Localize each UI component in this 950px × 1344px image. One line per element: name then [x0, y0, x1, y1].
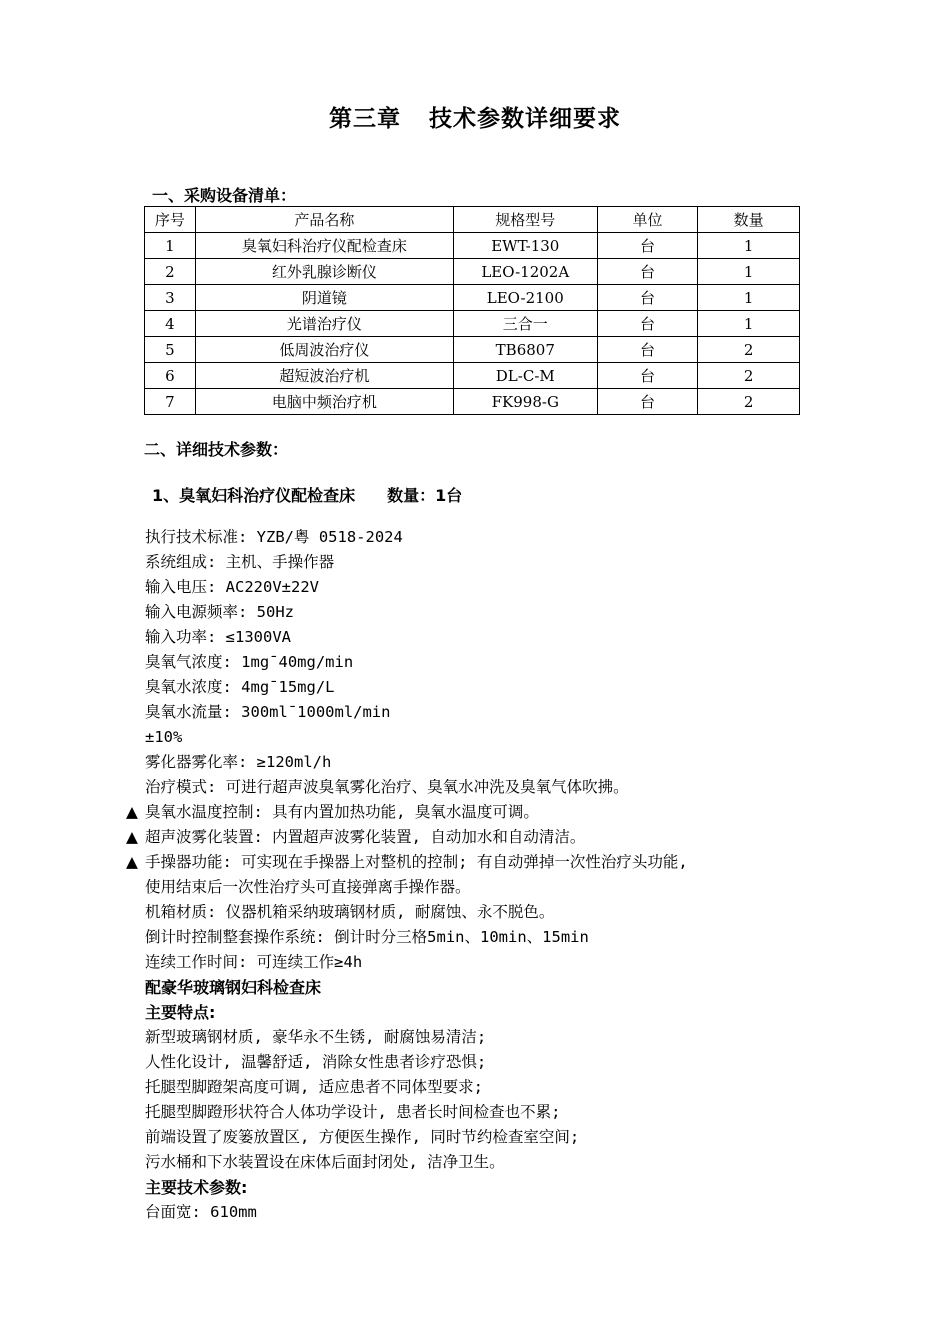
spec-line [126, 750, 846, 775]
table-row [145, 363, 800, 389]
cell-product: 电脑中频治疗机 [195, 389, 453, 415]
cell-unit: 台 [597, 337, 698, 363]
spec-text: 前端设置了废篓放置区, 方便医生操作, 同时节约检查室空间; [145, 1128, 580, 1146]
spec-line [126, 800, 846, 825]
section-heading-equipment-list: 一、采购设备清单： [152, 186, 297, 205]
table-row [145, 259, 800, 285]
table-row [145, 389, 800, 415]
spec-line [126, 1100, 846, 1125]
col-header-qty: 数量 [698, 207, 800, 233]
cell-unit: 台 [597, 259, 698, 285]
spec-text: 托腿型脚蹬架高度可调, 适应患者不同体型要求; [145, 1078, 483, 1096]
cell-unit: 台 [597, 389, 698, 415]
cell-index: 4 [145, 311, 196, 337]
spec-line [126, 1025, 846, 1050]
spec-text: 臭氧水浓度: 4mg¯15mg/L [145, 678, 335, 696]
cell-index: 2 [145, 259, 196, 285]
spec-line [126, 1050, 846, 1075]
spec-line [126, 1075, 846, 1100]
spec-text: 倒计时控制整套操作系统: 倒计时分三格5min、10min、15min [145, 928, 589, 946]
cell-qty: 1 [698, 259, 800, 285]
spec-text: 使用结束后一次性治疗头可直接弹离手操作器。 [145, 878, 471, 896]
spec-line [126, 850, 846, 875]
cell-unit: 台 [597, 311, 698, 337]
spec-text: 雾化器雾化率: ≥120ml/h [145, 753, 332, 771]
cell-index: 1 [145, 233, 196, 259]
chapter-number: 第三章 [329, 106, 401, 132]
col-header-index: 序号 [145, 207, 196, 233]
spec-line [126, 875, 846, 900]
spec-text: 新型玻璃钢材质, 豪华永不生锈, 耐腐蚀易清洁; [145, 1028, 487, 1046]
cell-index: 6 [145, 363, 196, 389]
table-row [145, 233, 800, 259]
spec-text: 主要技术参数: [145, 1178, 248, 1197]
spec-text: 输入功率: ≤1300VA [145, 628, 291, 646]
spec-text: 臭氧水温度控制: 具有内置加热功能, 臭氧水温度可调。 [145, 803, 539, 821]
spec-line [126, 925, 846, 950]
spec-line [126, 900, 846, 925]
spec-text: 托腿型脚蹬形状符合人体功学设计, 患者长时间检查也不累; [145, 1103, 561, 1121]
item-heading [152, 483, 462, 506]
cell-product: 低周波治疗仪 [195, 337, 453, 363]
spec-text: ±10% [145, 728, 183, 746]
spec-text: 台面宽: 610mm [145, 1203, 257, 1221]
cell-qty: 1 [698, 311, 800, 337]
col-header-model: 规格型号 [453, 207, 597, 233]
triangle-marker-icon: ▲ [126, 828, 138, 846]
col-header-unit: 单位 [597, 207, 698, 233]
item-title: 1、臭氧妇科治疗仪配检查床 [152, 486, 356, 505]
cell-qty: 1 [698, 233, 800, 259]
cell-unit: 台 [597, 233, 698, 259]
spec-line [126, 650, 846, 675]
spec-line [126, 700, 846, 725]
spec-line [126, 1150, 846, 1175]
spec-list [126, 525, 846, 1225]
table-row [145, 311, 800, 337]
cell-product: 红外乳腺诊断仪 [195, 259, 453, 285]
col-header-product: 产品名称 [195, 207, 453, 233]
spec-line [126, 625, 846, 650]
spec-text: 人性化设计, 温馨舒适, 消除女性患者诊疗恐惧; [145, 1053, 487, 1071]
spec-text: 超声波雾化装置: 内置超声波雾化装置, 自动加水和自动清洁。 [145, 828, 586, 846]
cell-index: 3 [145, 285, 196, 311]
spec-line [126, 550, 846, 575]
cell-product: 臭氧妇科治疗仪配检查床 [195, 233, 453, 259]
spec-text: 主要特点: [145, 1003, 216, 1022]
cell-product: 阴道镜 [195, 285, 453, 311]
cell-model: DL-C-M [453, 363, 597, 389]
item-quantity: 数量：1台 [387, 486, 463, 505]
spec-line [126, 775, 846, 800]
spec-text: 污水桶和下水装置设在床体后面封闭处, 洁净卫生。 [145, 1153, 505, 1171]
cell-qty: 2 [698, 337, 800, 363]
cell-product: 超短波治疗机 [195, 363, 453, 389]
spec-line [126, 1000, 846, 1025]
table-header-row [145, 207, 800, 233]
spec-line [126, 1175, 846, 1200]
spec-text: 臭氧水流量: 300ml¯1000ml/min [145, 703, 391, 721]
spec-text: 配豪华玻璃钢妇科检查床 [145, 978, 322, 997]
spec-line [126, 1200, 846, 1225]
cell-unit: 台 [597, 363, 698, 389]
cell-index: 7 [145, 389, 196, 415]
spec-text: 臭氧气浓度: 1mg¯40mg/min [145, 653, 354, 671]
equipment-table [144, 206, 800, 415]
cell-qty: 2 [698, 363, 800, 389]
section-heading-tech-params: 二、详细技术参数： [144, 440, 289, 459]
table-row [145, 285, 800, 311]
spec-text: 输入电压: AC220V±22V [145, 578, 319, 596]
spec-line [126, 725, 846, 750]
spec-text: 系统组成: 主机、手操作器 [145, 553, 335, 571]
cell-model: EWT-130 [453, 233, 597, 259]
cell-model: LEO-1202A [453, 259, 597, 285]
spec-text: 手操器功能: 可实现在手操器上对整机的控制; 有自动弹掉一次性治疗头功能, [145, 853, 688, 871]
triangle-marker-icon: ▲ [126, 853, 138, 871]
cell-qty: 1 [698, 285, 800, 311]
cell-model: 三合一 [453, 311, 597, 337]
cell-model: FK998-G [453, 389, 597, 415]
spec-text: 输入电源频率: 50Hz [145, 603, 294, 621]
cell-model: TB6807 [453, 337, 597, 363]
spec-line [126, 575, 846, 600]
spec-text: 连续工作时间: 可连续工作≥4h [145, 953, 363, 971]
cell-qty: 2 [698, 389, 800, 415]
spec-line [126, 825, 846, 850]
spec-line [126, 1125, 846, 1150]
cell-index: 5 [145, 337, 196, 363]
page-title [0, 100, 950, 133]
triangle-marker-icon: ▲ [126, 803, 138, 821]
spec-line [126, 600, 846, 625]
spec-text: 治疗模式: 可进行超声波臭氧雾化治疗、臭氧水冲洗及臭氧气体吹拂。 [145, 778, 629, 796]
spec-text: 执行技术标准: YZB/粤 0518-2024 [145, 528, 403, 546]
table-row [145, 337, 800, 363]
spec-text: 机箱材质: 仪器机箱采纳玻璃钢材质, 耐腐蚀、永不脱色。 [145, 903, 555, 921]
spec-line [126, 675, 846, 700]
spec-line [126, 950, 846, 975]
spec-line [126, 975, 846, 1000]
cell-model: LEO-2100 [453, 285, 597, 311]
spec-line [126, 525, 846, 550]
cell-product: 光谱治疗仪 [195, 311, 453, 337]
chapter-title: 技术参数详细要求 [429, 106, 621, 132]
cell-unit: 台 [597, 285, 698, 311]
